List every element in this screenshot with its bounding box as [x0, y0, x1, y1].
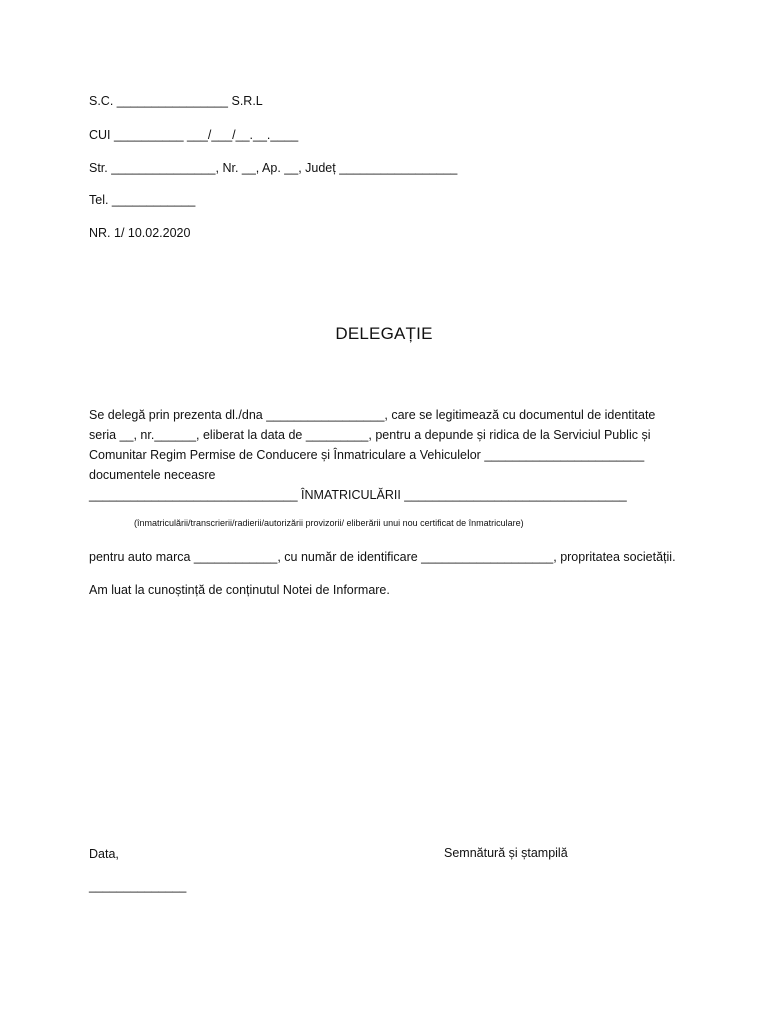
document-title: DELEGAȚIE: [335, 324, 433, 343]
date-blank: ______________: [89, 879, 187, 893]
delegation-paragraph: [89, 405, 679, 505]
paragraph-line-5: ______________________________ ÎNMATRICULĂRII ________________________________: [89, 488, 627, 502]
paragraph-line-3: Comunitar Regim Permise de Conducere și Înmatriculare a Vehiculelor _______________________: [89, 448, 645, 462]
acknowledgement-line: Am luat la cunoștință de conținutul Notei de Informare.: [89, 583, 390, 597]
date-label: Data,: [89, 847, 119, 861]
paragraph-line-1: Se delegă prin prezenta dl./dna _________________, care se legitimează cu documentul de identitate: [89, 408, 656, 422]
vehicle-line: pentru auto marca ____________, cu număr de identificare ___________________, propritatea societății.: [89, 550, 676, 564]
document-number: NR. 1/ 10.02.2020: [89, 226, 191, 240]
operation-options-caption: (înmatriculării/transcrierii/radierii/autorizării provizorii/ eliberării unui nou certificat de înmatriculare): [134, 518, 524, 528]
phone-line: Tel. ____________: [89, 193, 196, 207]
cui-line: CUI __________ ___/___/__.__.____: [89, 128, 299, 142]
company-line: S.C. ________________ S.R.L: [89, 94, 263, 108]
paragraph-line-4: documentele neceasre: [89, 468, 216, 482]
address-line: Str. _______________, Nr. __, Ap. __, Județ _________________: [89, 161, 458, 175]
paragraph-line-2: seria __, nr.______, eliberat la data de _________, pentru a depunde și ridica de la Serviciul Public și: [89, 428, 651, 442]
signature-label: Semnătură și ștampilă: [444, 846, 568, 860]
